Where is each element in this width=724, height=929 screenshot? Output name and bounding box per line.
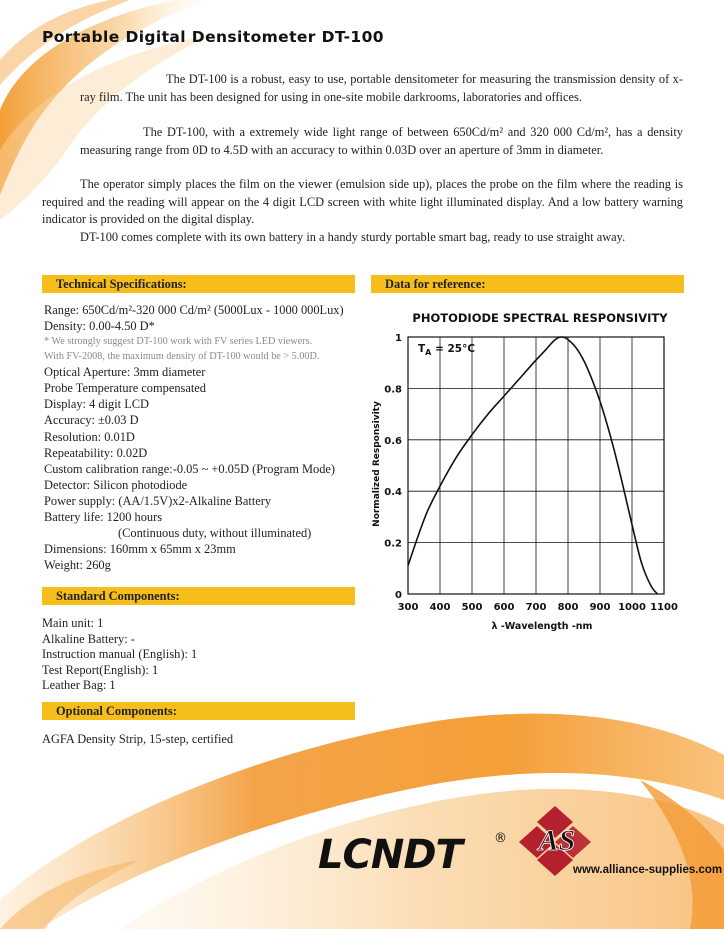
x-axis-label: λ -Wavelength -nm xyxy=(491,621,593,632)
standard-components-list xyxy=(42,616,197,694)
spec-detector: Detector: Silicon photodiode xyxy=(44,477,188,492)
list-item: AGFA Density Strip, 15-step, certified xyxy=(42,732,234,746)
x-tick-label: 900 xyxy=(589,602,611,613)
x-tick-label: 500 xyxy=(461,602,483,613)
y-tick-label: 0.6 xyxy=(384,435,402,447)
spectral-responsivity-chart xyxy=(366,304,686,638)
y-tick-label: 0 xyxy=(395,590,402,601)
spec-power: Power supply: (AA/1.5V)x2-Alkaline Battery xyxy=(44,493,272,508)
x-tick-label: 1000 xyxy=(618,602,646,613)
responsivity-curve xyxy=(408,337,658,594)
spec-accuracy: Accuracy: ±0.03 D xyxy=(44,413,139,428)
spec-note: With FV-2008, the maximum density of DT-100 would be > 5.00D. xyxy=(44,351,320,363)
technical-specifications-list xyxy=(44,302,374,573)
annotation-sub: A xyxy=(425,348,432,357)
optional-components-list xyxy=(42,732,233,747)
spec-aperture: Optical Aperture: 3mm diameter xyxy=(44,365,206,380)
annotation-rest: = 25°C xyxy=(431,343,476,355)
lcndt-logo-text: LCNDT xyxy=(318,832,462,876)
chart-title: PHOTODIODE SPECTRAL RESPONSIVITY xyxy=(412,311,668,325)
intro-paragraph: DT-100 comes complete with its own battery in a handy sturdy portable smart bag, ready to use straight away. xyxy=(80,230,626,244)
spec-density: Density: 0.00-4.50 D* xyxy=(44,319,155,334)
list-item: Instruction manual (English): 1 xyxy=(42,647,198,662)
x-tick-label: 400 xyxy=(429,602,451,613)
section-header-data-for-reference: Data for reference: xyxy=(371,275,684,293)
section-header-optional-components: Optional Components: xyxy=(42,702,355,720)
list-item: Main unit: 1 xyxy=(42,616,104,630)
y-tick-label: 0.2 xyxy=(384,538,402,550)
spec-weight: Weight: 260g xyxy=(44,558,111,573)
spec-dimensions: Dimensions: 160mm x 65mm x 23mm xyxy=(44,542,236,557)
website-url: www.alliance-supplies.com xyxy=(573,864,723,876)
lcndt-logo xyxy=(318,828,514,876)
spec-resolution: Resolution: 0.01D xyxy=(44,429,135,444)
chart-ticks xyxy=(384,333,678,613)
spec-probe: Probe Temperature compensated xyxy=(44,381,206,396)
spec-range: Range: 650Cd/m²-320 000 Cd/m² (5000Lux - 1000 000Lux) xyxy=(44,303,344,317)
spec-note: * We strongly suggest DT-100 work with FV series LED viewers. xyxy=(44,336,313,348)
x-tick-label: 600 xyxy=(493,602,515,613)
spec-calibration: Custom calibration range:-0.05 ~ +0.05D (Program Mode) xyxy=(44,461,336,476)
x-tick-label: 300 xyxy=(397,602,419,613)
intro-paragraph: The DT-100 is a robust, easy to use, portable densitometer for measuring the transmission density of x-ray film. The unit has been designed for using in one-site mobile darkrooms, laboratories and offices. xyxy=(80,72,683,104)
as-logo-text: AS xyxy=(538,824,576,857)
y-tick-label: 1 xyxy=(395,333,402,344)
y-tick-label: 0.4 xyxy=(384,487,402,499)
list-item: Test Report(English): 1 xyxy=(42,662,159,677)
spec-display: Display: 4 digit LCD xyxy=(44,397,149,412)
list-item: Leather Bag: 1 xyxy=(42,678,116,693)
temperature-annotation xyxy=(418,343,475,357)
x-tick-label: 700 xyxy=(525,602,547,613)
x-tick-label: 1100 xyxy=(650,602,678,613)
intro-paragraph: The DT-100, with a extremely wide light range of between 650Cd/m² and 320 000 Cd/m², has a density measuring range from 0D to 4.5D with an accuracy to within 0.03D over an aperture of 3mm in diameter. xyxy=(80,125,683,157)
spec-repeatability: Repeatability: 0.02D xyxy=(44,445,148,460)
x-tick-label: 800 xyxy=(557,602,579,613)
annotation-main: T xyxy=(418,343,426,355)
chart-grid xyxy=(408,337,664,594)
spec-battery-note: (Continuous duty, without illuminated) xyxy=(118,526,312,541)
section-header-standard-components: Standard Components: xyxy=(42,587,355,605)
intro-paragraph: The operator simply places the film on the viewer (emulsion side up), places the probe on the film where the reading is required and the reading will appear on the 4 digit LCD screen with white light illuminated display. And a low battery warning indicator is provided on the digital display. xyxy=(42,177,683,227)
section-header-technical-specifications: Technical Specifications: xyxy=(42,275,355,293)
list-item: Alkaline Battery: - xyxy=(42,631,135,646)
page-title: Portable Digital Densitometer DT-100 xyxy=(42,28,384,46)
spec-battery-life: Battery life: 1200 hours xyxy=(44,510,163,525)
y-axis-label: Normalized Responsivity xyxy=(372,401,382,527)
registered-mark: ® xyxy=(494,831,507,846)
y-tick-label: 0.8 xyxy=(384,384,402,396)
